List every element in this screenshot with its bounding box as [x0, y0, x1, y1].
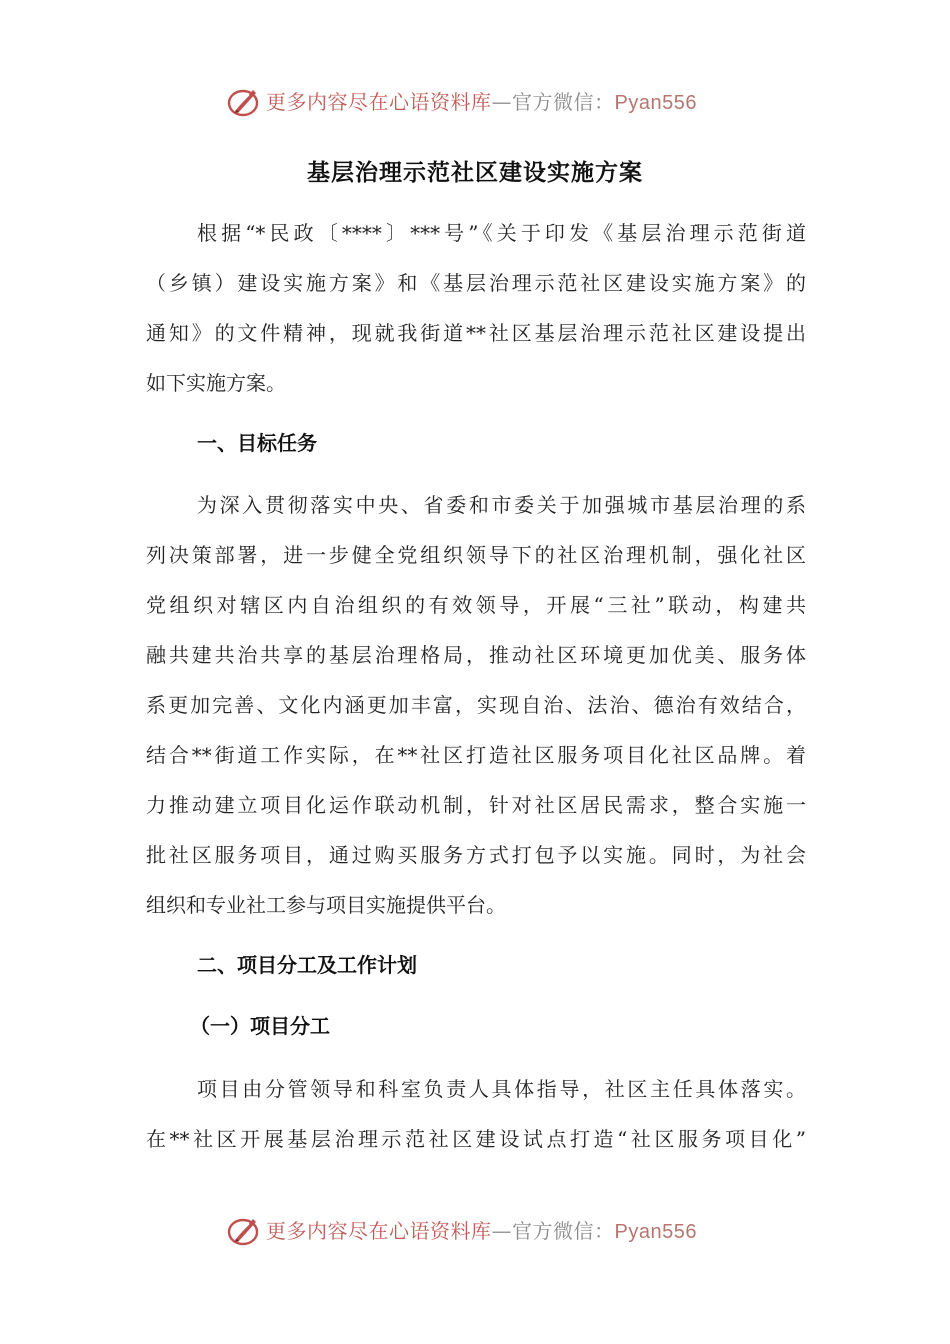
goals-line: 融共建共治共享的基层治理格局，推动社区环境更加优美、服务体: [146, 643, 806, 667]
footer-wechat-id: Pyan556: [614, 1221, 697, 1243]
goals-line: 系更加完善、文化内涵更加丰富，实现自治、法治、德治有效结合，: [146, 693, 806, 717]
header-banner-text: [266, 89, 697, 116]
quill-logo-icon: [226, 1213, 262, 1249]
header-site-name: 更多内容尽在心语资料库: [266, 90, 492, 114]
goals-paragraph: [146, 480, 806, 930]
intro-line: 根据“*民政〔****〕***号”《关于印发《基层治理示范街道: [197, 221, 806, 245]
footer-dash: —: [491, 1219, 512, 1243]
header-dash: —: [491, 90, 512, 114]
footer-site-name: 更多内容尽在心语资料库: [266, 1219, 492, 1243]
goals-line: 力推动建立项目化运作联动机制，针对社区居民需求，整合实施一: [146, 793, 806, 817]
division-paragraph: [146, 1064, 806, 1164]
goals-line: 党组织对辖区内自治组织的有效领导，开展“三社”联动，构建共: [146, 593, 806, 617]
footer-banner: [0, 1211, 950, 1251]
section-heading-goals: 一、目标任务: [197, 431, 317, 455]
division-line: 在**社区开展基层治理示范社区建设试点打造“社区服务项目化”: [146, 1127, 806, 1151]
intro-line: 如下实施方案。: [146, 371, 286, 395]
header-wechat-label: 官方微信：: [512, 90, 615, 114]
division-line: 项目由分管领导和科室负责人具体指导，社区主任具体落实。: [197, 1077, 806, 1101]
subsection-heading-division: （一）项目分工: [190, 1014, 330, 1038]
goals-line: 组织和专业社工参与项目实施提供平台。: [146, 893, 506, 917]
intro-paragraph: [146, 208, 806, 408]
goals-line: 批社区服务项目，通过购买服务方式打包予以实施。同时，为社会: [146, 843, 806, 867]
section-heading-plan: 二、项目分工及工作计划: [197, 953, 417, 977]
goals-line: 结合**街道工作实际，在**社区打造社区服务项目化社区品牌。着: [146, 743, 806, 767]
footer-banner-text: [266, 1218, 697, 1245]
goals-line: 为深入贯彻落实中央、省委和市委关于加强城市基层治理的系: [197, 493, 806, 517]
document-title: 基层治理示范社区建设实施方案: [307, 160, 643, 186]
header-wechat-id: Pyan556: [614, 92, 697, 114]
header-banner: [0, 82, 950, 122]
footer-wechat-label: 官方微信：: [512, 1219, 615, 1243]
quill-logo-icon: [226, 84, 262, 120]
intro-line: 通知》的文件精神，现就我街道**社区基层治理示范社区建设提出: [146, 321, 806, 345]
goals-line: 列决策部署，进一步健全党组织领导下的社区治理机制，强化社区: [146, 543, 806, 567]
intro-line: （乡镇）建设实施方案》和《基层治理示范社区建设实施方案》的: [146, 271, 806, 295]
